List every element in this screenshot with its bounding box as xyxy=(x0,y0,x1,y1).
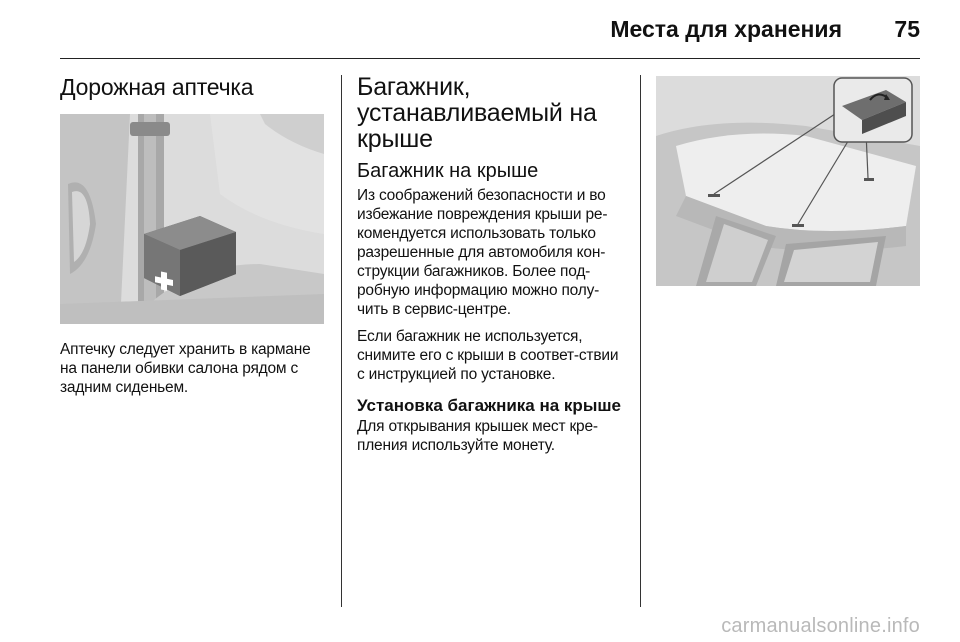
page-number: 75 xyxy=(894,16,920,42)
roof-rack-subtitle: Багажник на крыше xyxy=(357,160,539,182)
first-aid-kit-figure xyxy=(60,114,324,324)
header-divider xyxy=(60,58,920,59)
roof-rack-figure xyxy=(656,76,920,286)
roof-rack-paragraph-2: Если багажник не используется, снимите его с крыши в соответ-ствии с инструкцией по установке. xyxy=(357,328,619,383)
column-divider-right xyxy=(640,75,641,607)
watermark: carmanualsonline.info xyxy=(721,615,920,637)
first-aid-paragraph: Аптечку следует хранить в кармане на панели обивки салона рядом с задним сиденьем. xyxy=(60,341,311,396)
roof-rack-title: Багажник, устанавливаемый на крыше xyxy=(357,73,597,153)
roof-figure-column xyxy=(656,76,920,286)
roof-rack-paragraph-3: Для открывания крышек мест кре-пления используйте монету. xyxy=(357,418,598,454)
roof-rack-install-title: Установка багажника на крыше xyxy=(357,396,621,415)
column-divider-left xyxy=(341,75,342,607)
first-aid-kit-icon xyxy=(60,114,324,324)
first-aid-title: Дорожная аптечка xyxy=(60,74,254,100)
roof-rack-mount-icon xyxy=(656,76,920,286)
first-aid-section xyxy=(60,74,325,405)
page-header-title: Места для хранения xyxy=(610,16,842,42)
roof-rack-section xyxy=(357,74,625,463)
roof-rack-paragraph-1: Из соображений безопасности и во избежание повреждения крыши ре-комендуется использовать только разрешенные для автомобиля кон-струкции багажников. Более под-робную информацию можно полу-чить в сервис-центре. xyxy=(357,187,608,318)
